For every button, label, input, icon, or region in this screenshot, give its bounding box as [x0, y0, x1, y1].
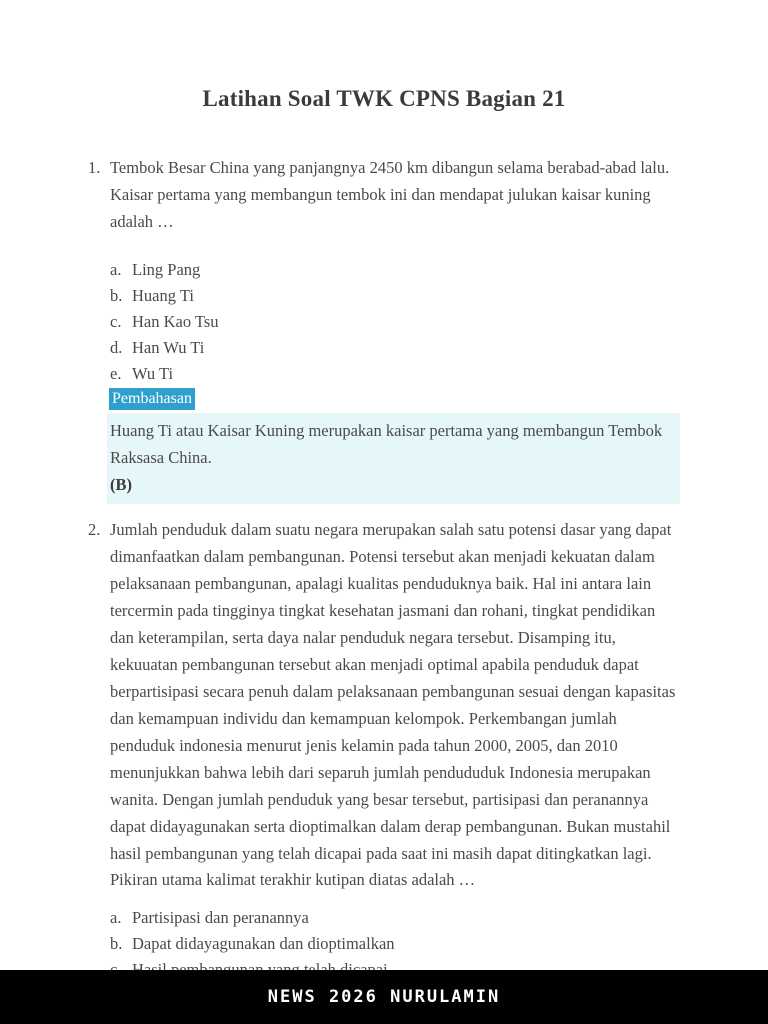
option-1b-letter: b.: [110, 286, 123, 305]
option-1c-letter: c.: [110, 312, 122, 331]
option-1d-text: Han Wu Ti: [132, 338, 205, 357]
option-2a: [110, 905, 680, 931]
option-1b-text: Huang Ti: [132, 286, 194, 305]
option-1c-text: Han Kao Tsu: [132, 312, 219, 331]
question-1-options: [110, 257, 680, 387]
option-1c: [110, 309, 680, 335]
option-1d-letter: d.: [110, 338, 123, 357]
option-2a-letter: a.: [110, 908, 122, 927]
question-2: [88, 516, 680, 983]
option-1e: [110, 361, 680, 387]
explanation-text: Huang Ti atau Kaisar Kuning merupakan kaisar pertama yang membangun Tembok Raksasa China.: [110, 421, 663, 467]
question-1: [88, 154, 680, 504]
answer-key: (B): [110, 475, 132, 494]
question-1-number: 1.: [88, 158, 101, 177]
option-2b-text: Dapat didayagunakan dan dioptimalkan: [132, 934, 395, 953]
option-1a-text: Ling Pang: [132, 260, 201, 279]
option-1b: [110, 283, 680, 309]
discussion-highlight-label: Pembahasan: [109, 388, 195, 410]
footer-watermark-bar: [0, 970, 768, 1024]
question-2-text: Jumlah penduduk dalam suatu negara merupakan salah satu potensi dasar yang dapat dimanfaatkan dalam pembangunan. Potensi tersebut akan menjadi kekuatan dalam pelaksanaan pembangunan, apalagi kualitas penduduknya baik. Hal ini antara lain tercermin pada tingginya tingkat kesehatan jasmani dan rohani, tingkat pendidikan dan keterampilan, serta daya nalar penduduk negara tersebut. Disamping itu, kekuuatan pembangunan tersebut akan menjadi optimal apabila penduduk dapat berpartisipasi secara penuh dalam pelaksanaan pembangunan sesuai dengan kapasitas dan kemampuan individu dan kemampuan kelompok. Perkembangan jumlah penduduk indonesia menurut jenis kelamin pada tahun 2000, 2005, dan 2010 menunjukkan bahwa lebih dari separuh jumlah pendududuk Indonesia merupakan wanita. Dengan jumlah penduduk yang besar tersebut, partisipasi dan peranannya dapat didayagunakan serta dioptimalkan dalam derap pembangunan. Bukan mustahil hasil pembangunan yang telah dicapai pada saat ini masih dapat ditingkatkan lagi.: [110, 520, 676, 863]
question-2-number: 2.: [88, 520, 101, 539]
explanation-box: [107, 413, 680, 504]
page-title: Latihan Soal TWK CPNS Bagian 21: [202, 86, 566, 111]
option-2b-letter: b.: [110, 934, 123, 953]
footer-watermark-text: NEWS 2026 NURULAMIN: [267, 987, 501, 1007]
question-1-text: Tembok Besar China yang panjangnya 2450 km dibangun selama berabad-abad lalu. Kaisar pertama yang membangun tembok ini dan mendapat julukan kaisar kuning adalah …: [110, 158, 670, 231]
option-1e-text: Wu Ti: [132, 364, 174, 383]
option-1a: [110, 257, 680, 283]
option-1d: [110, 335, 680, 361]
discussion-section: [110, 387, 680, 504]
option-1e-letter: e.: [110, 364, 122, 383]
option-2a-text: Partisipasi dan peranannya: [132, 908, 309, 927]
option-2b: [110, 931, 680, 957]
option-1a-letter: a.: [110, 260, 122, 279]
question-2-prompt: Pikiran utama kalimat terakhir kutipan diatas adalah …: [110, 870, 476, 889]
